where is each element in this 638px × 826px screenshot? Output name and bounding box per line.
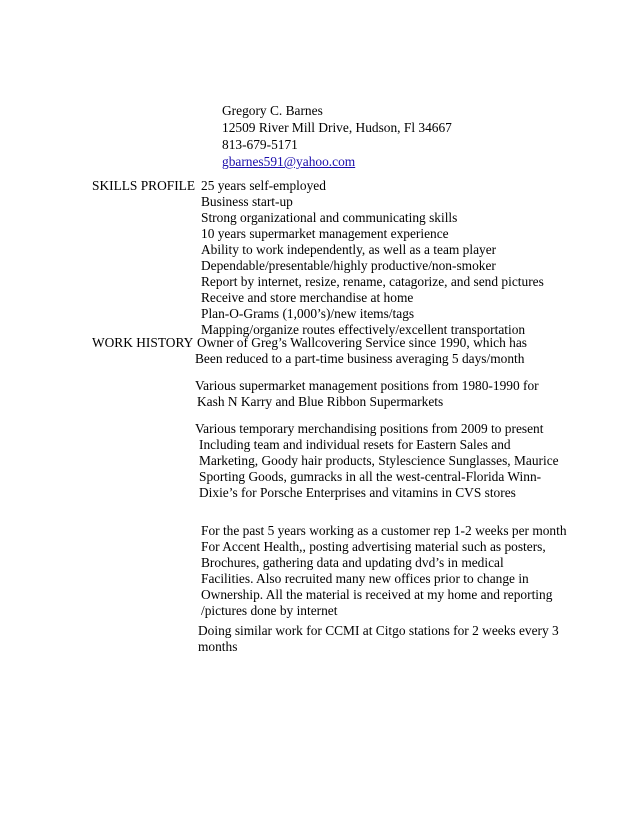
work-line: Including team and individual resets for Eastern Sales and	[199, 437, 511, 452]
skill-item: Report by internet, resize, rename, catagorize, and send pictures	[201, 274, 544, 289]
work-line: Been reduced to a part-time business averaging 5 days/month	[195, 351, 525, 366]
work-line: Dixie’s for Porsche Enterprises and vitamins in CVS stores	[199, 485, 516, 500]
skill-item: Ability to work independently, as well as a team player	[201, 242, 497, 257]
work-line: For Accent Health,, posting advertising material such as posters,	[201, 539, 546, 554]
skill-item: 10 years supermarket management experience	[201, 226, 449, 241]
skill-item: Business start-up	[201, 194, 293, 209]
work-line: Various supermarket management positions from 1980-1990 for	[195, 378, 539, 393]
skill-item: Plan-O-Grams (1,000’s)/new items/tags	[201, 306, 415, 321]
work-line: For the past 5 years working as a customer rep 1-2 weeks per month	[201, 523, 567, 538]
contact-email-link[interactable]: gbarnes591@yahoo.com	[222, 154, 356, 169]
work-line: /pictures done by internet	[201, 603, 338, 618]
work-line: Various temporary merchandising positions from 2009 to present	[195, 421, 544, 436]
skill-item: Strong organizational and communicating skills	[201, 210, 458, 225]
skill-item: Mapping/organize routes effectively/excellent transportation	[201, 322, 526, 337]
work-line: Doing similar work for CCMI at Citgo stations for 2 weeks every 3	[198, 623, 559, 638]
contact-address: 12509 River Mill Drive, Hudson, Fl 34667	[222, 120, 452, 135]
work-line: Marketing, Goody hair products, Stylescience Sunglasses, Maurice	[199, 453, 559, 468]
work-line: Owner of Greg’s Wallcovering Service since 1990, which has	[197, 335, 527, 350]
work-line: Facilities. Also recruited many new offices prior to change in	[201, 571, 529, 586]
contact-name: Gregory C. Barnes	[222, 103, 323, 118]
work-heading: WORK HISTORY	[92, 335, 194, 350]
skill-item: Receive and store merchandise at home	[201, 290, 414, 305]
skill-item: 25 years self-employed	[201, 178, 326, 193]
work-line: Kash N Karry and Blue Ribbon Supermarkets	[197, 394, 444, 409]
work-line: Sporting Goods, gumracks in all the west-central-Florida Winn-	[199, 469, 542, 484]
skills-heading: SKILLS PROFILE	[92, 178, 196, 193]
work-line: Brochures, gathering data and updating dvd’s in medical	[201, 555, 504, 570]
contact-phone: 813-679-5171	[222, 137, 298, 152]
skill-item: Dependable/presentable/highly productive/non-smoker	[201, 258, 496, 273]
work-line: months	[198, 639, 238, 654]
work-line: Ownership. All the material is received at my home and reporting	[201, 587, 553, 602]
